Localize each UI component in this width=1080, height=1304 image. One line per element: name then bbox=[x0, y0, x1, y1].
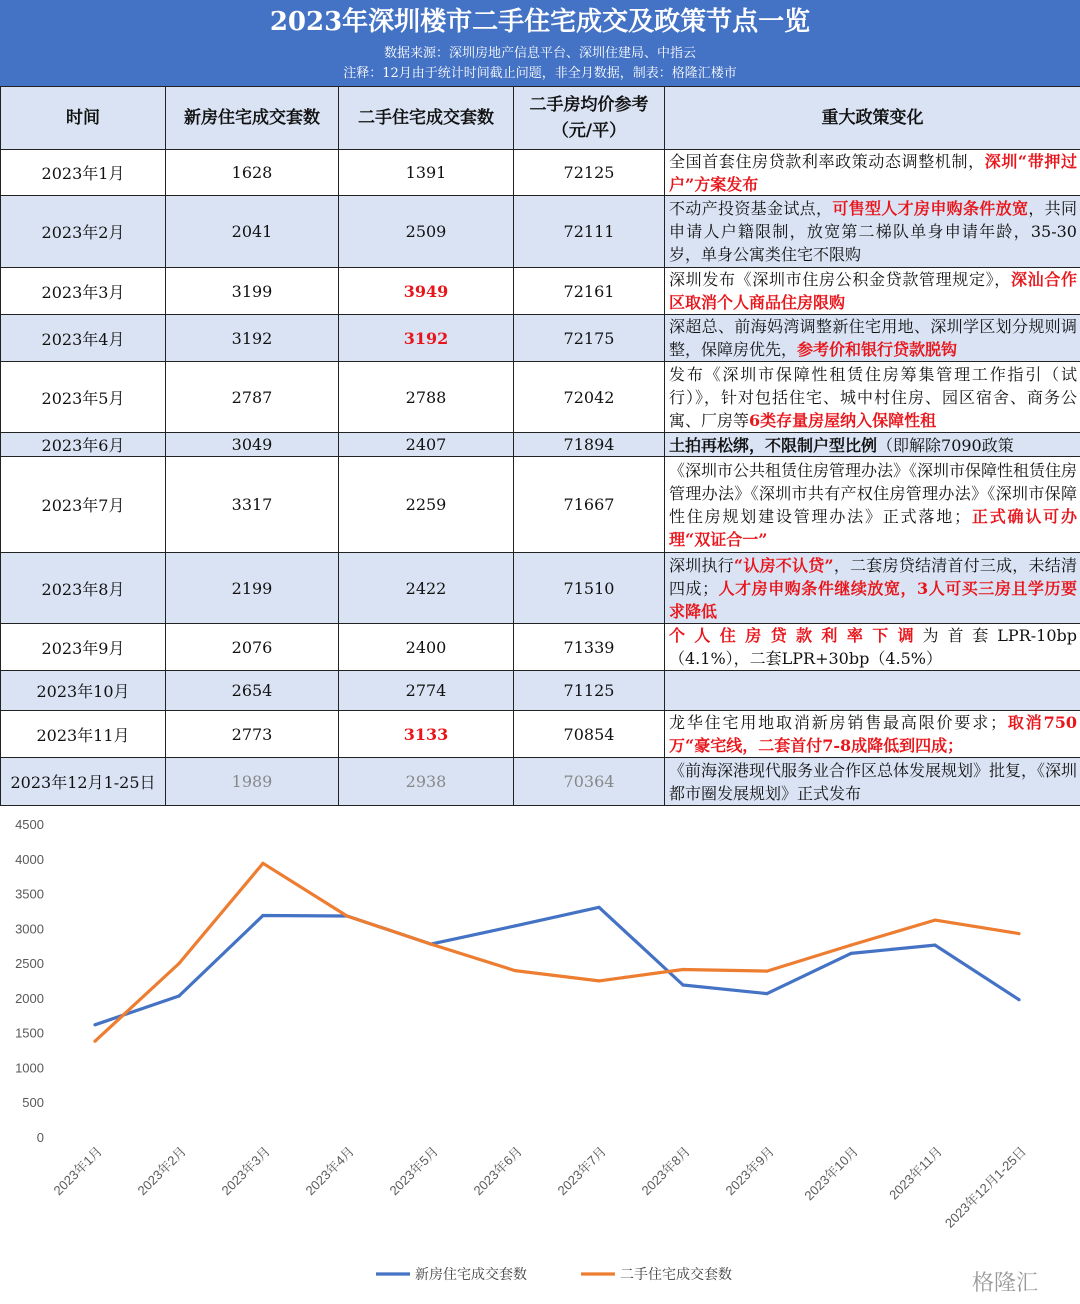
data-point bbox=[933, 944, 936, 947]
cell-avg-price: 72161 bbox=[514, 268, 665, 315]
y-tick-label: 2000 bbox=[15, 990, 44, 1006]
cell-new-count: 3317 bbox=[166, 457, 339, 553]
x-tick-label: 2023年11月 bbox=[886, 1143, 946, 1203]
cell-month: 2023年5月 bbox=[1, 362, 166, 433]
col-header-time: 时间 bbox=[1, 87, 166, 150]
y-tick-label: 1000 bbox=[15, 1060, 44, 1076]
cell-policy bbox=[665, 758, 1080, 806]
data-point bbox=[93, 1023, 96, 1026]
data-point bbox=[429, 943, 432, 946]
cell-month: 2023年3月 bbox=[1, 268, 166, 315]
data-point bbox=[849, 944, 852, 947]
data-point bbox=[177, 962, 180, 965]
y-tick-label: 0 bbox=[36, 1130, 44, 1145]
data-point bbox=[681, 983, 684, 986]
policy-text: 不动产投资基金试点， bbox=[669, 199, 833, 218]
policy-highlight: “认房不认贷” bbox=[733, 555, 834, 575]
cell-avg-price: 72111 bbox=[514, 196, 665, 268]
y-tick-label: 3000 bbox=[15, 921, 44, 937]
policy-highlight: 个 人 住 房 贷 款 利 率 下 调 bbox=[669, 626, 916, 645]
cell-policy bbox=[665, 268, 1080, 315]
table-row bbox=[1, 758, 1080, 806]
policy-highlight: 参考价和银行贷款脱钩 bbox=[797, 340, 958, 359]
y-tick-label: 4500 bbox=[15, 817, 44, 832]
data-point bbox=[765, 992, 768, 995]
policy-highlight: 6类存量房屋纳入保障性租 bbox=[749, 410, 937, 430]
cell-policy bbox=[665, 196, 1080, 268]
table-row bbox=[1, 150, 1080, 196]
data-point bbox=[1017, 998, 1020, 1001]
y-tick-label: 4000 bbox=[15, 851, 44, 867]
cell-policy bbox=[665, 315, 1080, 362]
cell-policy bbox=[665, 671, 1080, 711]
cell-month: 2023年9月 bbox=[1, 624, 166, 671]
table-row bbox=[1, 624, 1080, 671]
x-tick-label: 2023年9月 bbox=[722, 1143, 778, 1199]
cell-second-count: 2422 bbox=[339, 553, 514, 624]
x-tick-label: 2023年2月 bbox=[134, 1143, 190, 1199]
cell-second-count: 2400 bbox=[339, 624, 514, 671]
cell-policy bbox=[665, 457, 1080, 553]
cell-month: 2023年8月 bbox=[1, 553, 166, 624]
x-tick-label: 2023年7月 bbox=[554, 1143, 610, 1199]
policy-highlight: 正式确认可办理“双证合一” bbox=[669, 506, 1077, 549]
line-chart bbox=[0, 806, 1080, 1304]
cell-month: 2023年7月 bbox=[1, 457, 166, 553]
cell-month: 2023年1月 bbox=[1, 150, 166, 196]
table-row bbox=[1, 711, 1080, 758]
data-point bbox=[765, 970, 768, 973]
cell-second-count: 1391 bbox=[339, 150, 514, 196]
cell-second-count: 2774 bbox=[339, 671, 514, 711]
table-header-row bbox=[1, 87, 1080, 150]
cell-avg-price: 71339 bbox=[514, 624, 665, 671]
cell-new-count: 2199 bbox=[166, 553, 339, 624]
cell-month: 2023年10月 bbox=[1, 671, 166, 711]
table-row bbox=[1, 268, 1080, 315]
col-header-second: 二手住宅成交套数 bbox=[339, 87, 514, 150]
policy-text: 为 首 套 LPR-10bp（4.1%），二套LPR+30bp（4.5%） bbox=[669, 626, 1077, 668]
policy-text: 发布《深圳市保障性租赁住房筹集管理工作指引（试行）》，针对包括住宅、城中村住房、园区宿舍、商务公寓、厂房等 bbox=[669, 364, 1077, 430]
y-tick-label: 500 bbox=[22, 1095, 44, 1111]
cell-second-count: 2509 bbox=[339, 196, 514, 268]
policy-highlight: 深圳“带押过户”方案发布 bbox=[669, 152, 1077, 194]
watermark-logo: 格隆汇 bbox=[972, 1270, 1039, 1295]
table-note: 注释：12月由于统计时间截止问题，非全月数据，制表：格隆汇楼市 bbox=[343, 66, 737, 81]
policy-text: 《深圳市公共租赁住房管理办法》《深圳市保障性租赁住房管理办法》《深圳市共有产权住房管理办法》《深圳市保障性住房规划建设管理办法》正式落地； bbox=[669, 460, 1077, 526]
table-row bbox=[1, 671, 1080, 711]
cell-policy bbox=[665, 150, 1080, 196]
legend-label: 二手住宅成交套数 bbox=[620, 1266, 732, 1282]
cell-new-count: 3049 bbox=[166, 433, 339, 457]
cell-new-count: 2041 bbox=[166, 196, 339, 268]
cell-avg-price: 71125 bbox=[514, 671, 665, 711]
data-point bbox=[177, 994, 180, 997]
cell-second-count: 3192 bbox=[339, 315, 514, 362]
cell-second-count: 2938 bbox=[339, 758, 514, 806]
policy-text: 深超总、前海妈湾调整新住宅用地、深圳学区划分规则调整，保障房优先， bbox=[669, 317, 1077, 359]
cell-new-count: 2773 bbox=[166, 711, 339, 758]
cell-new-count: 2787 bbox=[166, 362, 339, 433]
table-row bbox=[1, 553, 1080, 624]
x-tick-label: 2023年6月 bbox=[470, 1143, 526, 1199]
policy-text: 《前海深港现代服务业合作区总体发展规划》批复，《深圳都市圈发展规划》正式发布 bbox=[669, 760, 1077, 803]
y-tick-label: 2500 bbox=[15, 956, 44, 972]
cell-policy bbox=[665, 553, 1080, 624]
header bbox=[0, 0, 1080, 86]
cell-second-count: 2788 bbox=[339, 362, 514, 433]
data-point bbox=[681, 968, 684, 971]
cell-second-count: 3133 bbox=[339, 711, 514, 758]
policy-text: ，共同申请人户籍限制，放宽第二梯队单身申请年龄，35-30岁，单身公寓类住宅不限购 bbox=[669, 199, 1077, 264]
page-title: 2023年深圳楼市二手住宅成交及政策节点一览 bbox=[269, 7, 811, 37]
policy-text: 深圳执行 bbox=[669, 555, 734, 575]
cell-avg-price: 72125 bbox=[514, 150, 665, 196]
cell-avg-price: 71667 bbox=[514, 457, 665, 553]
cell-second-count: 2407 bbox=[339, 433, 514, 457]
cell-policy bbox=[665, 711, 1080, 758]
data-point bbox=[261, 914, 264, 917]
policy-highlight: 取消750万“豪宅线，二套首付7-8成降低到四成； bbox=[669, 713, 1077, 755]
y-tick-label: 1500 bbox=[15, 1025, 44, 1041]
x-tick-label: 2023年3月 bbox=[218, 1143, 274, 1199]
cell-avg-price: 70854 bbox=[514, 711, 665, 758]
table-row bbox=[1, 433, 1080, 457]
cell-second-count: 2259 bbox=[339, 457, 514, 553]
x-tick-label: 2023年12月1-25日 bbox=[941, 1143, 1030, 1231]
policy-highlight: 人才房申购条件继续放宽，3人可买三房且学历要求降低 bbox=[669, 578, 1077, 621]
policy-text: 深圳发布《深圳市住房公积金贷款管理规定》， bbox=[669, 270, 1011, 289]
legend-label: 新房住宅成交套数 bbox=[415, 1266, 527, 1282]
cell-avg-price: 72042 bbox=[514, 362, 665, 433]
policy-text: （即解除7090政策 bbox=[877, 435, 1014, 455]
data-point bbox=[597, 979, 600, 982]
y-tick-label: 3500 bbox=[15, 886, 44, 902]
col-header-policy: 重大政策变化 bbox=[665, 87, 1080, 150]
cell-new-count: 2654 bbox=[166, 671, 339, 711]
x-tick-label: 2023年8月 bbox=[638, 1143, 694, 1199]
cell-month: 2023年2月 bbox=[1, 196, 166, 268]
series-line bbox=[95, 907, 1019, 1025]
cell-avg-price: 71510 bbox=[514, 553, 665, 624]
cell-new-count: 3192 bbox=[166, 315, 339, 362]
cell-month: 2023年6月 bbox=[1, 433, 166, 457]
col-header-new: 新房住宅成交套数 bbox=[166, 87, 339, 150]
policy-text: ，二套房贷结清首付三成，未结清四成； bbox=[669, 555, 1077, 598]
cell-second-count: 3949 bbox=[339, 268, 514, 315]
policy-highlight: 深汕合作区取消个人商品住房限购 bbox=[669, 270, 1077, 312]
policy-table bbox=[0, 86, 1080, 806]
data-source: 数据来源：深圳房地产信息平台、深圳住建局、中指云 bbox=[383, 46, 696, 61]
cell-new-count: 2076 bbox=[166, 624, 339, 671]
policy-text: 龙华住宅用地取消新房销售最高限价要求； bbox=[669, 713, 1007, 732]
cell-avg-price: 72175 bbox=[514, 315, 665, 362]
x-tick-label: 2023年1月 bbox=[50, 1143, 106, 1199]
table-row bbox=[1, 196, 1080, 268]
data-point bbox=[513, 924, 516, 927]
data-point bbox=[513, 969, 516, 972]
data-point bbox=[93, 1040, 96, 1043]
table-row bbox=[1, 362, 1080, 433]
data-point bbox=[1017, 932, 1020, 935]
policy-text: 全国首套住房贷款利率政策动态调整机制， bbox=[669, 152, 985, 171]
x-tick-label: 2023年10月 bbox=[801, 1143, 862, 1204]
data-point bbox=[261, 862, 264, 865]
policy-text: 土拍再松绑，不限制户型比例 bbox=[669, 435, 878, 455]
cell-month: 2023年11月 bbox=[1, 711, 166, 758]
cell-avg-price: 71894 bbox=[514, 433, 665, 457]
cell-avg-price: 70364 bbox=[514, 758, 665, 806]
data-point bbox=[933, 919, 936, 922]
cell-policy bbox=[665, 362, 1080, 433]
cell-month: 2023年4月 bbox=[1, 315, 166, 362]
cell-new-count: 1628 bbox=[166, 150, 339, 196]
cell-policy bbox=[665, 624, 1080, 671]
series-line bbox=[95, 863, 1019, 1041]
cell-policy bbox=[665, 433, 1080, 457]
policy-highlight: 可售型人才房申购条件放宽 bbox=[832, 199, 1029, 218]
col-header-price: 二手房均价参考（元/平） bbox=[514, 87, 665, 150]
table-row bbox=[1, 457, 1080, 553]
data-point bbox=[597, 906, 600, 909]
data-point bbox=[849, 952, 852, 955]
cell-month: 2023年12月1-25日 bbox=[1, 758, 166, 806]
x-tick-label: 2023年5月 bbox=[386, 1143, 442, 1199]
table-row bbox=[1, 315, 1080, 362]
x-tick-label: 2023年4月 bbox=[302, 1143, 358, 1199]
cell-new-count: 1989 bbox=[166, 758, 339, 806]
data-point bbox=[345, 914, 348, 917]
cell-new-count: 3199 bbox=[166, 268, 339, 315]
